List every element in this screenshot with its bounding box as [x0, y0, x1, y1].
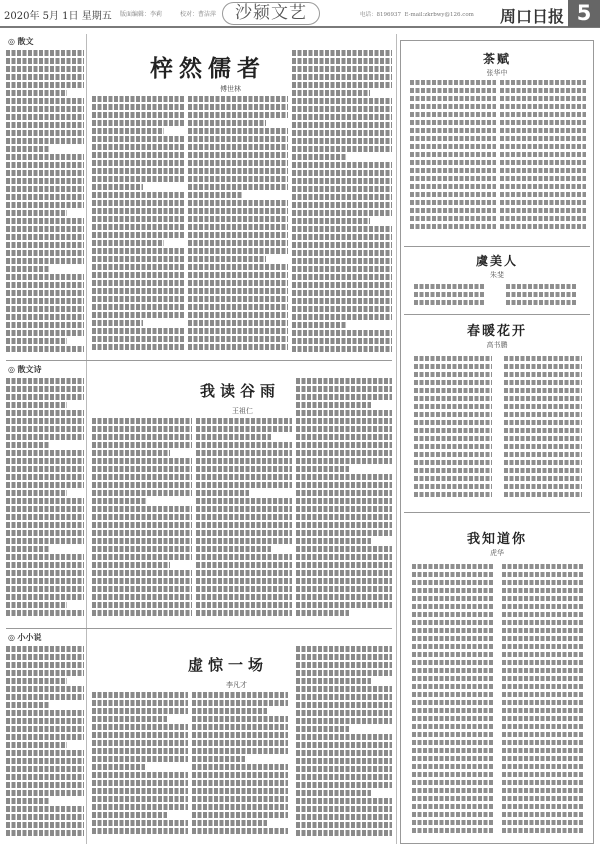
- poem4-author: 虎华: [490, 549, 504, 557]
- poem1-author: 张华中: [486, 69, 508, 77]
- poem3-author: 高书鹏: [486, 341, 508, 349]
- page-header: [0, 0, 600, 28]
- contact-info: 电话：8196937 E-mail:zkrbwy@126.com: [360, 12, 474, 18]
- main-article-title: 梓然儒者: [150, 55, 266, 82]
- column-divider: [396, 34, 397, 844]
- poem3-body-right: [504, 356, 582, 504]
- short-story-col1: [6, 646, 84, 842]
- poem4-body-left: [412, 564, 494, 840]
- column-tag-sanwenshi: ◎ 散文诗: [8, 364, 42, 375]
- issue-date: 2020年 5月 1日 星期五: [4, 11, 112, 22]
- sidebar-rule: [404, 512, 590, 513]
- newspaper-brand: 周口日报: [500, 7, 565, 26]
- main-article-col2: [188, 96, 288, 354]
- column-divider: [86, 34, 87, 844]
- poem4-body-right: [502, 564, 584, 840]
- left-essay-body: [6, 50, 84, 358]
- section-rule: [6, 360, 392, 361]
- section-rule: [6, 628, 392, 629]
- third-article-author: 李凡才: [226, 681, 247, 689]
- second-article-col1: [92, 418, 192, 622]
- column-tag-xiaoxiaoshuo: ◎ 小小说: [8, 632, 42, 643]
- page-number: 5: [568, 0, 600, 27]
- second-article-author: 王祖仁: [232, 407, 253, 415]
- column-tag-sanwen: ◎ 散文: [8, 36, 34, 47]
- second-article-col2: [196, 418, 292, 622]
- poem1-title: 茶赋: [482, 52, 511, 66]
- short-story-col2: [92, 692, 188, 842]
- sidebar-rule: [404, 246, 590, 247]
- second-article-col3: [296, 378, 392, 622]
- poem2-author: 朱斐: [490, 271, 504, 279]
- section-title: 沙颍文艺: [222, 2, 320, 25]
- main-article-author: 傅世林: [220, 85, 241, 93]
- poem1-body-right: [500, 80, 586, 240]
- main-article-col3: [292, 50, 392, 354]
- main-article-col1: [92, 96, 184, 354]
- sidebar-rule: [404, 314, 590, 315]
- poem2-body-left: [414, 284, 484, 308]
- short-story-col3: [192, 692, 288, 842]
- poem3-title: 春暖花开: [466, 324, 527, 339]
- poem2-title: 虞美人: [475, 254, 518, 268]
- short-story-col4: [296, 646, 392, 842]
- second-article-title: 我读谷雨: [200, 382, 281, 400]
- editor-name: 版面编辑：李莉: [120, 11, 163, 18]
- editor-credits: [120, 9, 232, 18]
- poem3-body-left: [414, 356, 492, 504]
- third-article-title: 虚惊一场: [188, 656, 269, 674]
- proofreader-name: 校对：曹洁萍: [179, 11, 216, 18]
- poem2-body-right: [506, 284, 576, 308]
- poem4-title: 我知道你: [466, 532, 527, 547]
- poem1-body-left: [410, 80, 496, 240]
- left-prose-poem: [6, 378, 84, 622]
